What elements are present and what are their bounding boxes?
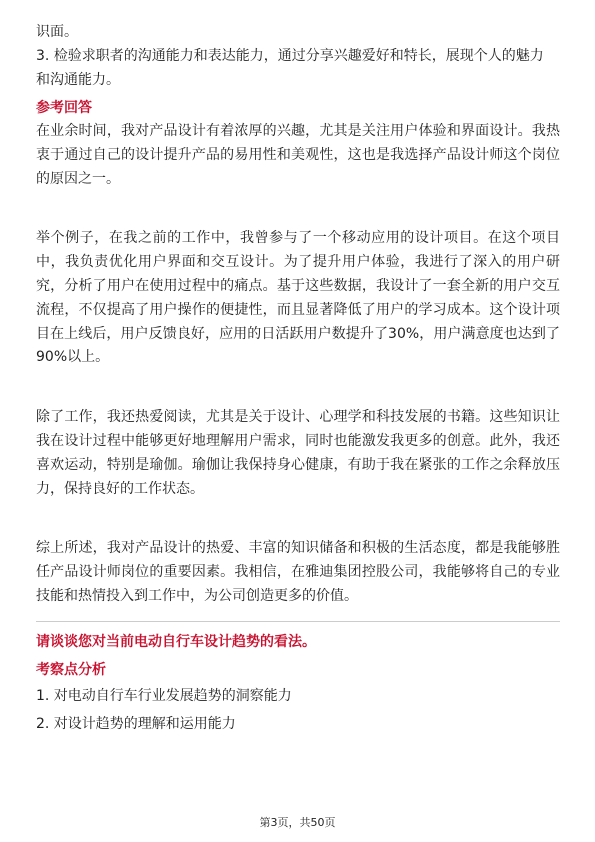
analysis-heading: 考察点分析: [36, 661, 106, 678]
document-page: [36, 20, 560, 736]
point-3-line-1: 3. 检验求职者的沟通能力和表达能力，通过分享兴趣爱好和特长，展现个人的魅力: [36, 48, 544, 64]
answer-paragraph-1: 在业余时间，我对产品设计有着浓厚的兴趣，尤其是关注用户体验和界面设计。我热衷于通过自己的设计提升产品的易用性和美观性，这也是我选择产品设计师这个岗位的原因之一。: [36, 123, 560, 187]
point-3-line-2: 和沟通能力。: [36, 72, 120, 88]
answer-paragraph-3: 除了工作，我还热爱阅读，尤其是关于设计、心理学和科技发展的书籍。这些知识让我在设计过程中能够更好地理解用户需求，同时也能激发我更多的创意。此外，我还喜欢运动，特别是瑜伽。瑜伽让我保持身心健康，有助于我在紧张的工作之余释放压力，保持良好的工作状态。: [36, 409, 560, 497]
answer-paragraph-2: 举个例子，在我之前的工作中，我曾参与了一个移动应用的设计项目。在这个项目中，我负责优化用户界面和交互设计。为了提升用户体验，我进行了深入的用户研究，分析了用户在使用过程中的痛点。基于这些数据，我设计了一套全新的用户交互流程，不仅提高了用户操作的便捷性，而且显著降低了用户的学习成本。这个设计项目在上线后，用户反馈良好，应用的日活跃用户数提升了30%，用户满意度也达到了90%以上。: [36, 230, 560, 366]
next-question-heading: 请谈谈您对当前电动自行车设计趋势的看法。: [36, 633, 316, 650]
answer-paragraph-4: 综上所述，我对产品设计的热爱、丰富的知识储备和积极的生活态度，都是我能够胜任产品设计师岗位的重要因素。我相信，在雅迪集团控股公司，我能够将自己的专业技能和热情投入到工作中，为公司创造更多的价值。: [36, 540, 560, 604]
paragraph-gap: [36, 191, 560, 227]
analysis-point-2: 2. 对设计趋势的理解和运用能力: [36, 715, 236, 732]
analysis-point-1: 1. 对电动自行车行业发展趋势的洞察能力: [36, 687, 292, 704]
paragraph-gap: [36, 370, 560, 406]
paragraph-gap: [36, 501, 560, 537]
page-number-footer: 第3页，共50页: [259, 816, 336, 829]
section-divider: [36, 621, 560, 622]
intro-line: 识面。: [36, 24, 78, 40]
reference-answer-heading: 参考回答: [36, 100, 92, 116]
